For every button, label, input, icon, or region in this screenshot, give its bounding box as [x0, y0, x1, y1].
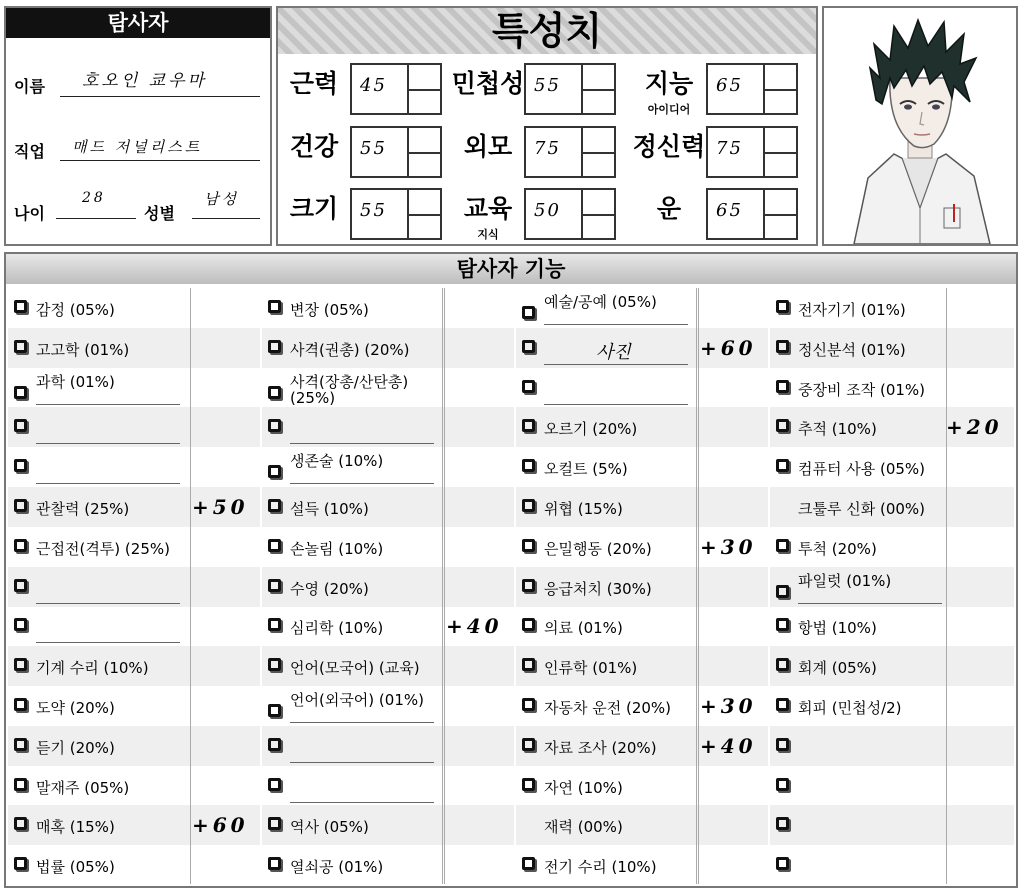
- skill-label: 자연 (10%): [544, 778, 623, 797]
- skill-label: 설득 (10%): [290, 500, 369, 518]
- investigator-panel: [4, 6, 272, 246]
- skill-checkbox[interactable]: [268, 857, 281, 870]
- skill-blank-line[interactable]: [36, 642, 180, 643]
- age-label: 나이: [14, 204, 45, 223]
- skill-checkbox[interactable]: [522, 539, 535, 552]
- skill-checkbox[interactable]: [14, 386, 27, 399]
- box-divider: [581, 214, 614, 216]
- skill-checkbox[interactable]: [776, 738, 789, 751]
- skill-row: [770, 447, 1014, 487]
- skill-checkbox[interactable]: [776, 459, 789, 472]
- characteristic-value-box[interactable]: [524, 126, 616, 178]
- characteristic-label: 민첩성: [451, 69, 525, 98]
- characteristic-value-box[interactable]: [350, 188, 442, 240]
- skill-row: [770, 527, 1014, 567]
- skill-checkbox[interactable]: [776, 778, 789, 791]
- skill-label: 법률 (05%): [36, 858, 115, 877]
- skill-checkbox[interactable]: [522, 738, 535, 751]
- skill-checkbox[interactable]: [522, 419, 535, 432]
- characteristic-sublabel: 지식: [477, 228, 499, 241]
- skill-label: 크툴루 신화 (00%): [798, 500, 926, 518]
- skill-checkbox[interactable]: [268, 340, 281, 353]
- skill-row: [516, 288, 768, 328]
- skill-label: 컴퓨터 사용 (05%): [798, 460, 926, 479]
- skill-blank-line[interactable]: [544, 364, 688, 365]
- skill-checkbox[interactable]: [522, 698, 535, 711]
- investigator-title: 탐사자: [6, 8, 270, 38]
- skill-label: 추적 (10%): [798, 420, 877, 439]
- characteristic-value-box[interactable]: [350, 63, 442, 115]
- skill-checkbox[interactable]: [268, 386, 281, 399]
- skill-label: 말재주 (05%): [36, 778, 130, 797]
- characteristics-banner: [278, 8, 816, 54]
- skill-label: 도약 (20%): [36, 699, 115, 717]
- skill-checkbox[interactable]: [522, 499, 535, 512]
- skill-row: [516, 845, 768, 885]
- skill-label: 사격(장총/산탄총): [290, 372, 409, 391]
- characteristic-label: 건강: [289, 132, 339, 161]
- skill-checkbox[interactable]: [268, 539, 281, 552]
- sex-label: 성별: [144, 204, 175, 223]
- skill-checkbox[interactable]: [776, 539, 789, 552]
- skill-checkbox[interactable]: [14, 419, 27, 432]
- skill-label: 은밀행동 (20%): [544, 539, 652, 558]
- skill-checkbox[interactable]: [522, 459, 535, 472]
- skill-row: [262, 447, 514, 487]
- skill-checkbox[interactable]: [268, 778, 281, 791]
- characteristic-value-box[interactable]: [524, 63, 616, 115]
- skill-checkbox[interactable]: [14, 778, 27, 791]
- skill-checkbox[interactable]: [522, 340, 535, 353]
- skill-row: [770, 845, 1014, 885]
- skill-bonus-value[interactable]: +40: [700, 733, 757, 758]
- characteristic-label: 크기: [289, 194, 339, 223]
- skill-row: [8, 447, 260, 487]
- skill-bonus-value[interactable]: +20: [946, 415, 1003, 440]
- skill-row: [770, 646, 1014, 686]
- characteristic-value: 65: [716, 200, 743, 221]
- skill-label: 열쇠공 (01%): [290, 858, 384, 877]
- skill-label: 수영 (20%): [290, 579, 369, 598]
- name-label: 이름: [14, 77, 45, 96]
- skill-blank-line[interactable]: [290, 802, 434, 803]
- skill-row: [8, 328, 260, 368]
- skill-checkbox[interactable]: [14, 300, 27, 313]
- skill-label: 전기 수리 (10%): [544, 858, 657, 877]
- skill-checkbox[interactable]: [776, 300, 789, 313]
- skill-label: 재력 (00%): [544, 818, 623, 837]
- characteristic-label: 운: [656, 194, 682, 223]
- skill-custom-entry[interactable]: 사진: [596, 341, 631, 363]
- skill-blank-line[interactable]: [290, 483, 434, 484]
- characteristic-sublabel: 아이디어: [647, 103, 691, 116]
- skill-label: 파일럿 (01%): [798, 571, 892, 590]
- portrait-panel: [822, 6, 1018, 246]
- skill-row: [262, 845, 514, 885]
- skill-label: 매혹 (15%): [36, 818, 115, 837]
- skill-row: [770, 805, 1014, 845]
- skill-checkbox[interactable]: [14, 658, 27, 671]
- skill-checkbox[interactable]: [522, 778, 535, 791]
- skill-checkbox[interactable]: [522, 618, 535, 631]
- skill-label: 변장 (05%): [290, 301, 369, 319]
- skill-label: 오컬트 (5%): [544, 460, 628, 479]
- skill-checkbox[interactable]: [14, 857, 27, 870]
- skill-label: 투척 (20%): [798, 539, 877, 558]
- skill-row: [262, 646, 514, 686]
- skill-row: [770, 686, 1014, 726]
- skill-row: [8, 646, 260, 686]
- skill-checkbox[interactable]: [268, 704, 281, 717]
- skill-row: [262, 487, 514, 527]
- characteristic-value: 55: [534, 75, 561, 96]
- skill-row: [262, 686, 514, 726]
- characteristic-value: 75: [716, 138, 743, 159]
- skill-row: [516, 447, 768, 487]
- skill-row: [516, 368, 768, 408]
- skill-checkbox[interactable]: [522, 306, 535, 319]
- box-divider: [407, 152, 440, 154]
- occupation-line: [60, 160, 260, 161]
- skill-checkbox[interactable]: [268, 738, 281, 751]
- skill-checkbox[interactable]: [14, 459, 27, 472]
- skill-blank-line[interactable]: [36, 483, 180, 484]
- skill-checkbox[interactable]: [268, 300, 281, 313]
- skill-label: 손놀림 (10%): [290, 539, 384, 558]
- skill-row: [770, 328, 1014, 368]
- skill-blank-line[interactable]: [798, 603, 942, 604]
- skill-row: [516, 606, 768, 646]
- skill-row: [8, 845, 260, 885]
- skill-label: 고고학 (01%): [36, 340, 130, 359]
- skills-banner: [6, 254, 1016, 284]
- skill-row: [770, 726, 1014, 766]
- skill-row: [770, 766, 1014, 806]
- skill-row: [262, 328, 514, 368]
- skill-label: 의료 (01%): [544, 619, 623, 638]
- characteristic-value: 75: [534, 138, 561, 159]
- age-value[interactable]: 28: [82, 190, 106, 206]
- skill-checkbox[interactable]: [14, 579, 27, 592]
- age-line: [56, 218, 136, 219]
- skill-row: [516, 766, 768, 806]
- skill-label: 회피 (민첩성/2): [798, 699, 902, 717]
- skill-row: [262, 288, 514, 328]
- skill-label: 심리학 (10%): [290, 619, 384, 638]
- name-line: [60, 96, 260, 97]
- skill-label: 위협 (15%): [544, 500, 623, 518]
- skill-checkbox[interactable]: [776, 857, 789, 870]
- skill-row: [516, 567, 768, 607]
- characteristic-value: 45: [360, 75, 387, 96]
- skill-row: [8, 407, 260, 447]
- skill-checkbox[interactable]: [268, 499, 281, 512]
- skill-bonus-value[interactable]: +40: [446, 614, 503, 639]
- skill-label: 자료 조사 (20%): [544, 738, 657, 757]
- skill-label: 생존술 (10%): [290, 452, 384, 471]
- characteristic-value: 55: [360, 200, 387, 221]
- skill-row: [8, 726, 260, 766]
- characteristic-value: 50: [534, 200, 561, 221]
- skill-checkbox[interactable]: [268, 658, 281, 671]
- skill-row: [8, 686, 260, 726]
- column-separator: [698, 288, 699, 884]
- skill-checkbox[interactable]: [776, 585, 789, 598]
- skill-label: 관찰력 (25%): [36, 500, 130, 518]
- skill-checkbox[interactable]: [14, 340, 27, 353]
- skill-label: 중장비 조작 (01%): [798, 380, 926, 399]
- skill-row: [516, 805, 768, 845]
- skill-blank-line[interactable]: [544, 404, 688, 405]
- skill-blank-line[interactable]: [36, 603, 180, 604]
- characteristic-value-box[interactable]: [350, 126, 442, 178]
- column-separator: [190, 288, 191, 884]
- column-separator: [696, 288, 697, 884]
- box-divider: [581, 152, 614, 154]
- occupation-value[interactable]: 매드 저널리스트: [72, 138, 203, 156]
- occupation-label: 직업: [14, 142, 45, 161]
- skill-row: [262, 726, 514, 766]
- column-separator: [442, 288, 443, 884]
- column-separator: [444, 288, 445, 884]
- skill-row: [262, 368, 514, 408]
- box-divider: [763, 152, 796, 154]
- skill-row: [770, 368, 1014, 408]
- skill-checkbox[interactable]: [776, 618, 789, 631]
- skill-label: 전자기기 (01%): [798, 301, 906, 319]
- skill-row: [8, 527, 260, 567]
- column-separator: [946, 288, 947, 884]
- skill-checkbox[interactable]: [522, 658, 535, 671]
- skill-label: 감정 (05%): [36, 301, 115, 319]
- characteristic-value-box[interactable]: [706, 188, 798, 240]
- skill-row: [516, 407, 768, 447]
- skill-checkbox[interactable]: [268, 419, 281, 432]
- skill-row: [8, 288, 260, 328]
- skill-row: [262, 766, 514, 806]
- skill-checkbox[interactable]: [14, 698, 27, 711]
- skill-checkbox[interactable]: [268, 465, 281, 478]
- skill-checkbox[interactable]: [776, 419, 789, 432]
- skill-label: 항법 (10%): [798, 619, 877, 638]
- skills-panel: [4, 252, 1018, 888]
- box-divider: [407, 89, 440, 91]
- skill-label-continued: (25%): [290, 388, 336, 407]
- skill-bonus-value[interactable]: +50: [192, 495, 249, 519]
- skill-checkbox[interactable]: [776, 340, 789, 353]
- characteristics-panel: [276, 6, 818, 246]
- skill-checkbox[interactable]: [14, 539, 27, 552]
- skill-label: 듣기 (20%): [36, 738, 115, 757]
- skill-checkbox[interactable]: [268, 817, 281, 830]
- skill-checkbox[interactable]: [776, 658, 789, 671]
- characteristic-value-box[interactable]: [706, 126, 798, 178]
- skill-label: 언어(모국어) (교육): [290, 659, 420, 678]
- name-value[interactable]: 호오인 쿄우마: [82, 71, 207, 91]
- skill-checkbox[interactable]: [522, 857, 535, 870]
- skill-row: [8, 766, 260, 806]
- skill-row: [770, 487, 1014, 527]
- skill-checkbox[interactable]: [776, 698, 789, 711]
- skill-checkbox[interactable]: [268, 579, 281, 592]
- skill-label: 과학 (01%): [36, 372, 115, 391]
- skill-blank-line[interactable]: [36, 404, 180, 405]
- box-divider: [581, 89, 614, 91]
- skill-label: 예술/공예 (05%): [544, 293, 657, 311]
- characteristic-label: 근력: [289, 69, 339, 98]
- skill-checkbox[interactable]: [522, 380, 535, 393]
- skill-row: [8, 368, 260, 408]
- characteristic-value-box[interactable]: [524, 188, 616, 240]
- skill-bonus-value[interactable]: +60: [192, 813, 249, 838]
- skill-checkbox[interactable]: [14, 817, 27, 830]
- characteristic-value: 55: [360, 138, 387, 159]
- skill-checkbox[interactable]: [776, 817, 789, 830]
- skill-blank-line[interactable]: [544, 324, 688, 325]
- characteristic-label: 지능: [644, 69, 694, 98]
- skill-checkbox[interactable]: [14, 499, 27, 512]
- characteristics-title: 특성치: [491, 8, 603, 53]
- skill-label: 기계 수리 (10%): [36, 659, 149, 678]
- skill-label: 언어(외국어) (01%): [290, 691, 424, 709]
- characteristic-label: 교육: [463, 194, 513, 223]
- box-divider: [763, 89, 796, 91]
- skill-checkbox[interactable]: [522, 579, 535, 592]
- skill-checkbox[interactable]: [14, 618, 27, 631]
- skill-bonus-value[interactable]: +60: [700, 335, 757, 360]
- skill-row: [770, 288, 1014, 328]
- skill-row: [262, 527, 514, 567]
- skill-blank-line[interactable]: [290, 722, 434, 723]
- skill-row: [770, 567, 1014, 607]
- skill-row: [8, 606, 260, 646]
- skill-label: 정신분석 (01%): [798, 340, 906, 359]
- skill-label: 역사 (05%): [290, 818, 369, 837]
- portrait-image: [824, 8, 1016, 244]
- skill-row: [8, 567, 260, 607]
- skill-row: [516, 487, 768, 527]
- skill-checkbox[interactable]: [14, 738, 27, 751]
- sex-line: [192, 218, 260, 219]
- skill-row: [516, 646, 768, 686]
- box-divider: [407, 214, 440, 216]
- skill-bonus-value[interactable]: +30: [700, 694, 757, 718]
- characteristic-label: 외모: [463, 132, 513, 161]
- skill-checkbox[interactable]: [776, 380, 789, 393]
- skill-row: [262, 805, 514, 845]
- skill-blank-line[interactable]: [36, 443, 180, 444]
- box-divider: [763, 214, 796, 216]
- skills-title: 탐사자 기능: [456, 257, 566, 281]
- skill-label: 오르기 (20%): [544, 420, 638, 439]
- skill-bonus-value[interactable]: +30: [700, 534, 757, 559]
- characteristic-value: 65: [716, 75, 743, 96]
- characteristic-label: 정신력: [632, 132, 706, 161]
- skill-label: 응급처치 (30%): [544, 579, 652, 598]
- sex-value[interactable]: 남성: [204, 190, 239, 208]
- skill-row: [262, 567, 514, 607]
- skill-blank-line[interactable]: [290, 443, 434, 444]
- skill-label: 인류학 (01%): [544, 659, 638, 678]
- skill-blank-line[interactable]: [290, 762, 434, 763]
- skill-row: [770, 606, 1014, 646]
- skill-label: 회계 (05%): [798, 659, 877, 678]
- skill-label: 근접전(격투) (25%): [36, 539, 170, 558]
- skill-label: 사격(권총) (20%): [290, 340, 410, 359]
- skill-row: [262, 407, 514, 447]
- characteristic-value-box[interactable]: [706, 63, 798, 115]
- skill-label: 자동차 운전 (20%): [544, 699, 672, 717]
- skill-checkbox[interactable]: [268, 618, 281, 631]
